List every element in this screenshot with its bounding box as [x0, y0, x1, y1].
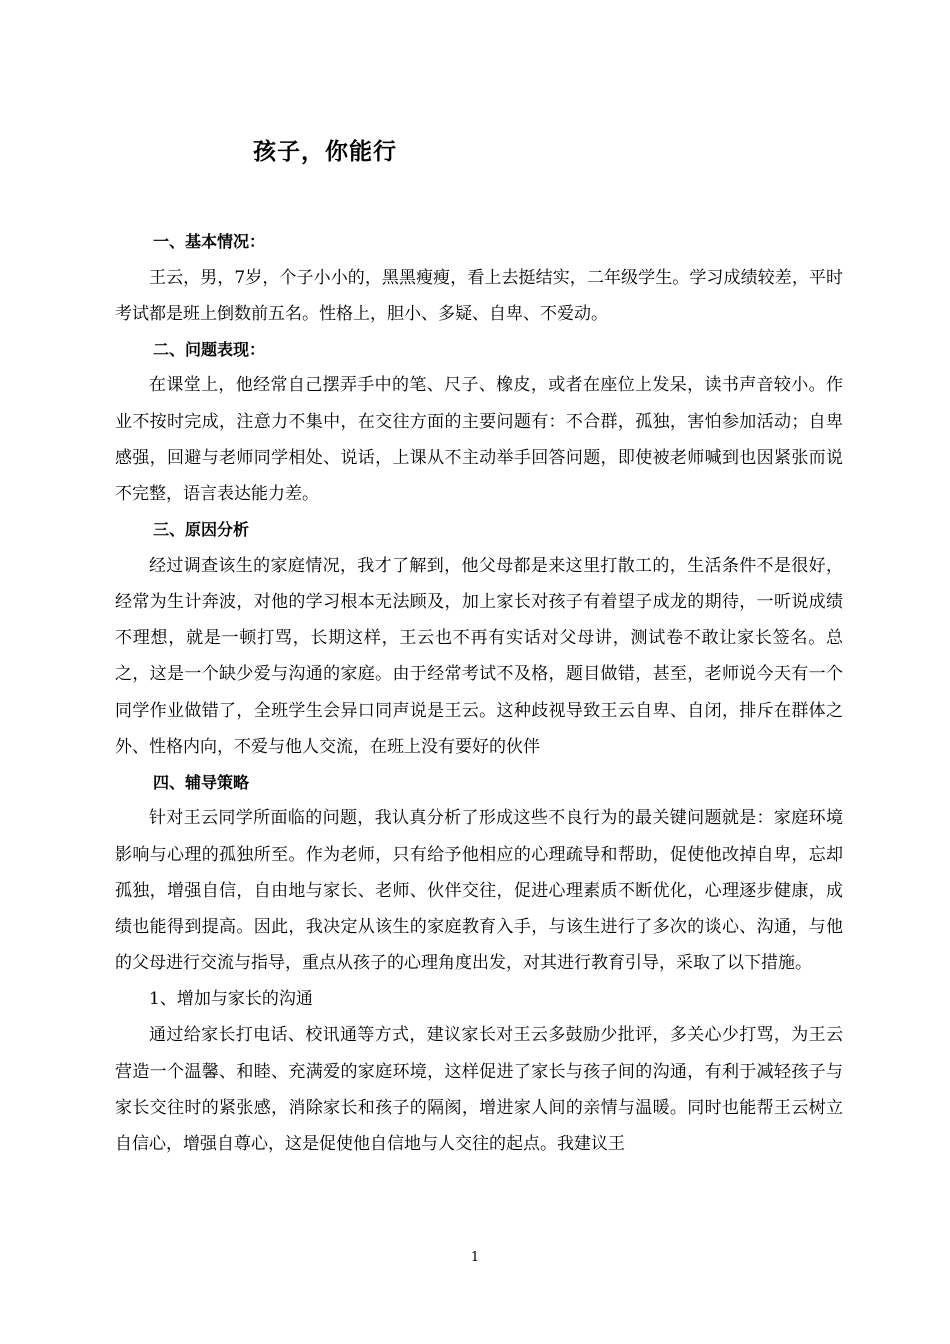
- paragraph-problems: 在课堂上，他经常自己摆弄手中的笔、尺子、橡皮，或者在座位上发呆，读书声音较小。作业不按时完成，注意力不集中，在交往方面的主要问题有：不合群，孤独，害怕参加活动；自卑感强，回避与老师同学相处、说话，上课从不主动举手回答问题，即使被老师喊到也因紧张而说不完整，语言表达能力差。: [115, 375, 843, 505]
- section-heading-causes: 三、原因分析: [153, 520, 250, 540]
- document-title: 孩子，你能行: [253, 139, 397, 165]
- page-number: 1: [470, 1250, 480, 1265]
- paragraph-strategy: 针对王云同学所面临的问题，我认真分析了形成这些不良行为的最关键问题就是：家庭环境影响与心理的孤独所至。作为老师，只有给予他相应的心理疏导和帮助，促使他改掉自卑，忘却孤独，增强自信，自由地与家长、老师、伙伴交往，促进心理素质不断优化，心理逐步健康，成绩也能得到提高。因此，我决定从该生的家庭教育入手，与该生进行了多次的谈心、沟通，与他的父母进行交流与指导，重点从孩子的心理角度出发，对其进行教育引导，采取了以下措施。: [115, 808, 843, 974]
- subheading-parent-communication: 1、增加与家长的沟通: [149, 989, 313, 1010]
- section-heading-problems: 二、问题表现：: [153, 339, 266, 359]
- document-body: [115, 224, 843, 1162]
- section-heading-basic-info: 一、基本情况：: [153, 232, 266, 251]
- paragraph-basic-info: 王云，男，7岁，个子小小的，黑黑瘦瘦，看上去挺结实，二年级学生。学习成绩较差，平时考试都是班上倒数前五名。性格上，胆小、多疑、自卑、不爱动。: [115, 267, 843, 324]
- section-heading-strategy: 四、辅导策略: [153, 772, 250, 792]
- paragraph-parent-communication: 通过给家长打电话、校讯通等方式，建议家长对王云多鼓励少批评，多关心少打骂，为王云营造一个温馨、和睦、充满爱的家庭环境，这样促进了家长与孩子间的沟通，有利于减轻孩子与家长交往时的紧张感，消除家长和孩子的隔阂，增进家人间的亲情与温暖。同时也能帮王云树立自信心，增强自尊心，这是促使他自信地与人交往的起点。我建议王: [115, 1025, 843, 1155]
- paragraph-causes: 经过调查该生的家庭情况，我才了解到，他父母都是来这里打散工的，生活条件不是很好，经常为生计奔波，对他的学习根本无法顾及，加上家长对孩子有着望子成龙的期待，一听说成绩不理想，就是一顿打骂，长期这样，王云也不再有实话对父母讲，测试卷不敢让家长签名。总之，这是一个缺少爱与沟通的家庭。由于经常考试不及格，题目做错，甚至，老师说今天有一个同学作业做错了，全班学生会异口同声说是王云。这种歧视导致王云自卑、自闭，排斥在群体之外、性格内向，不爱与他人交流，在班上没有要好的伙伴: [115, 555, 843, 757]
